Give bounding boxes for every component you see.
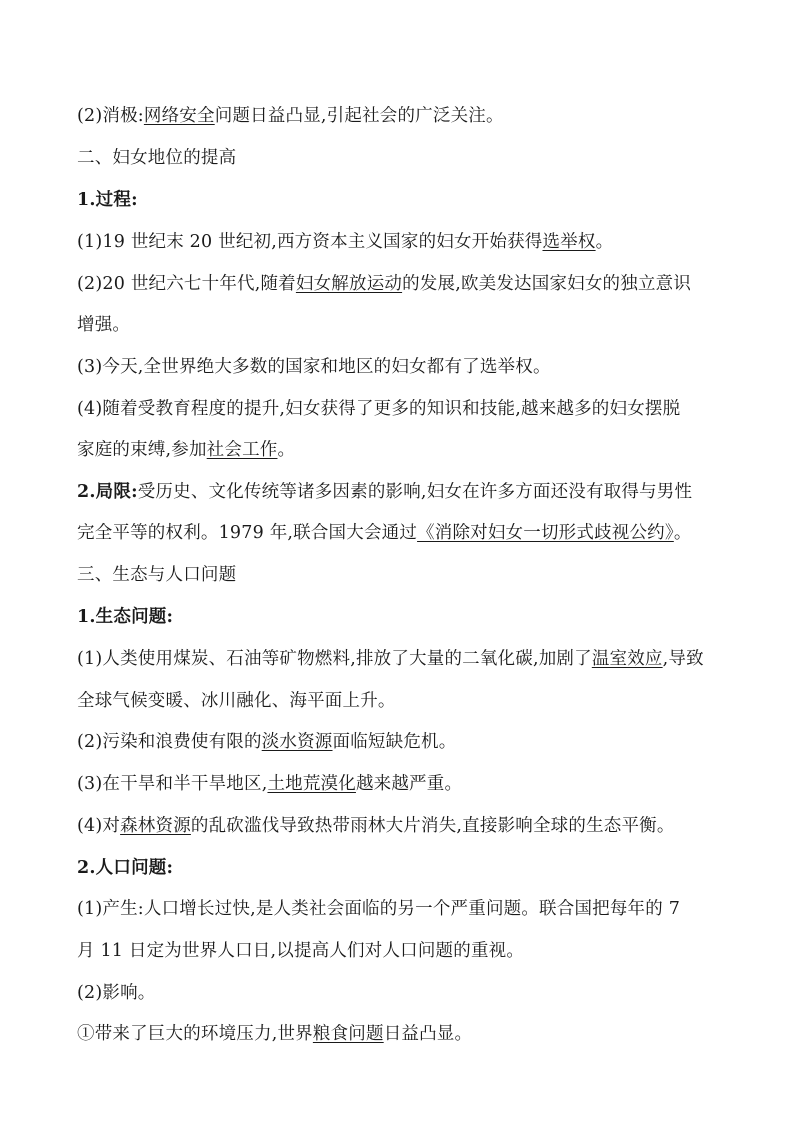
text-line (77, 188, 727, 212)
text-segment: 增强。 (77, 315, 131, 335)
text-line (77, 856, 727, 880)
bold-heading: 1.生态问题: (77, 607, 174, 627)
text-line (77, 230, 727, 254)
text-segment: 完全平等的权利。1979 年,联合国大会通过 (77, 523, 418, 543)
text-segment: (2)影响。 (77, 983, 156, 1003)
text-segment: (2)20 世纪六七十年代,随着 (77, 274, 296, 294)
text-segment: (2)消极: (77, 106, 144, 126)
text-segment: (3)今天,全世界绝大多数的国家和地区的妇女都有了选举权。 (77, 357, 551, 377)
text-line (77, 1022, 727, 1046)
text-line (77, 689, 727, 713)
underlined-term: 粮食问题 (312, 1024, 384, 1044)
underlined-term: 选举权 (542, 232, 596, 252)
underlined-term: 《消除对妇女一切形式歧视公约》 (417, 523, 674, 543)
text-segment: (1)产生:人口增长过快,是人类社会面临的另一个严重问题。联合国把每年的 7 (77, 899, 681, 919)
text-segment: (3)在干旱和半干旱地区, (77, 774, 268, 794)
text-line (77, 104, 727, 128)
text-line (77, 605, 727, 629)
text-segment: (1)19 世纪末 20 世纪初,西方资本主义国家的妇女开始获得 (77, 232, 543, 252)
bold-heading: 1.过程: (77, 190, 138, 210)
bold-heading: 2.局限: (77, 482, 138, 502)
text-line (77, 146, 727, 170)
text-line (77, 563, 727, 587)
underlined-term: 社会工作 (206, 440, 278, 460)
text-segment: ①带来了巨大的环境压力,世界 (77, 1024, 313, 1044)
underlined-term: 淡水资源 (261, 732, 333, 752)
text-segment: 的发展,欧美发达国家妇女的独立意识 (402, 274, 692, 294)
text-line (77, 772, 727, 796)
text-segment: (1)人类使用煤炭、石油等矿物燃料,排放了大量的二氧化碳,加剧了 (77, 649, 592, 669)
text-line (77, 981, 727, 1005)
text-line (77, 647, 727, 671)
text-line (77, 730, 727, 754)
bold-heading: 2.人口问题: (77, 858, 174, 878)
text-line (77, 438, 727, 462)
text-segment: 家庭的束缚,参加 (77, 440, 207, 460)
text-line (77, 355, 727, 379)
text-segment: 全球气候变暖、冰川融化、海平面上升。 (77, 691, 396, 711)
underlined-term: 温室效应 (591, 649, 663, 669)
underlined-term: 网络安全 (143, 106, 215, 126)
underlined-term: 土地荒漠化 (267, 774, 356, 794)
text-line (77, 939, 727, 963)
text-line (77, 521, 727, 545)
text-segment: 受历史、文化传统等诸多因素的影响,妇女在许多方面还没有取得与男性 (137, 482, 693, 502)
text-segment: 。 (673, 523, 692, 543)
text-segment: (2)污染和浪费使有限的 (77, 732, 262, 752)
text-segment: 二、妇女地位的提高 (77, 148, 237, 168)
text-segment: 越来越严重。 (355, 774, 463, 794)
text-segment: 的乱砍滥伐导致热带雨林大片消失,直接影响全球的生态平衡。 (190, 816, 675, 836)
text-segment: 月 11 日定为世界人口日,以提高人们对人口问题的重视。 (77, 941, 525, 961)
text-segment: 日益凸显。 (383, 1024, 473, 1044)
text-segment: 。 (277, 440, 296, 460)
text-line (77, 480, 727, 504)
text-segment: 。 (595, 232, 614, 252)
text-segment: (4)随着受教育程度的提升,妇女获得了更多的知识和技能,越来越多的妇女摆脱 (77, 399, 681, 419)
text-line (77, 272, 727, 296)
text-segment: (4)对 (77, 816, 121, 836)
underlined-term: 森林资源 (120, 816, 191, 836)
text-segment: 面临短缺危机。 (332, 732, 457, 752)
underlined-term: 妇女解放运动 (295, 274, 403, 294)
text-line (77, 814, 727, 838)
text-segment: ,导致 (662, 649, 704, 669)
text-line (77, 313, 727, 337)
text-segment: 问题日益凸显,引起社会的广泛关注。 (214, 106, 504, 126)
text-line (77, 897, 727, 921)
text-line (77, 397, 727, 421)
text-segment: 三、生态与人口问题 (77, 565, 237, 585)
